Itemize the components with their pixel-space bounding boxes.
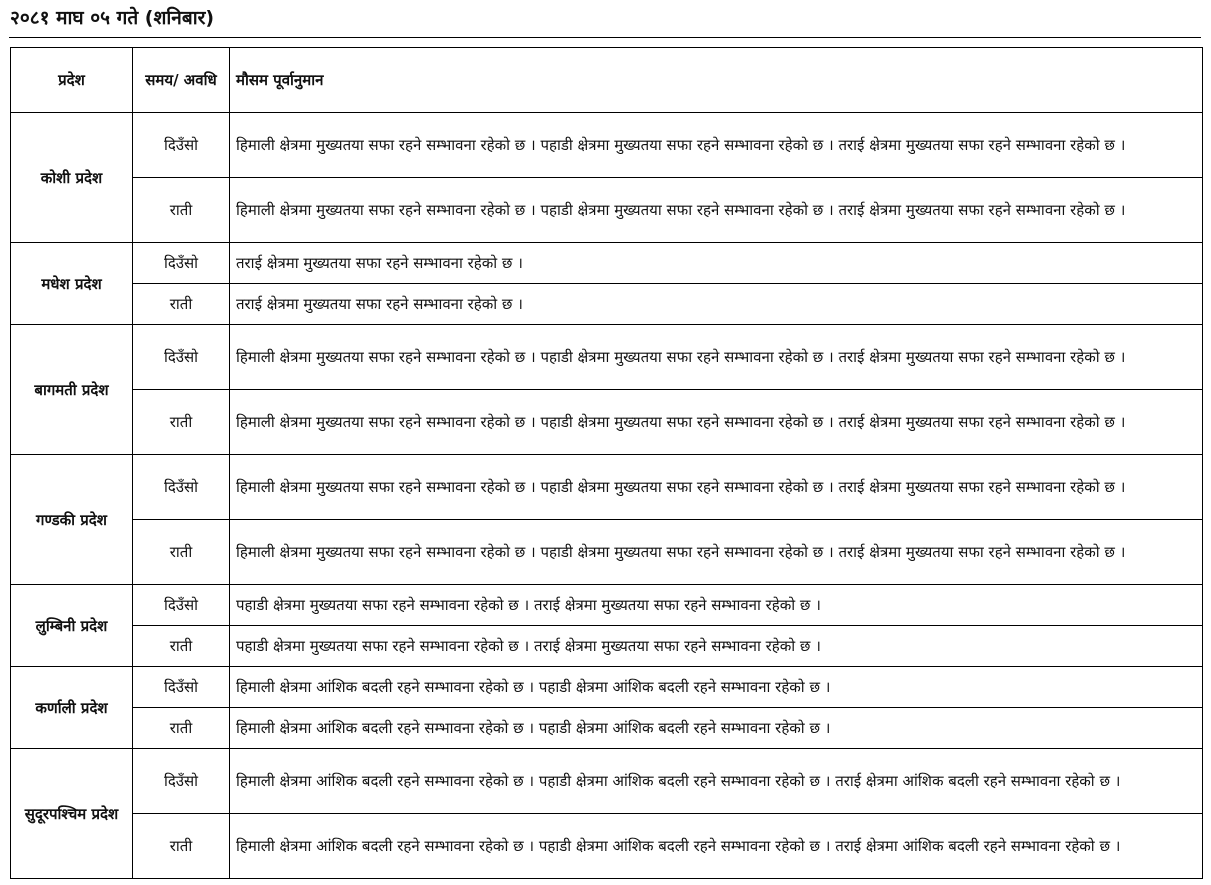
table-row: [11, 585, 1203, 626]
forecast-cell: हिमाली क्षेत्रमा मुख्यतया सफा रहने सम्भावना रहेको छ । पहाडी क्षेत्रमा मुख्यतया सफा रहने सम्भावना रहेको छ । तराई क्षेत्रमा मुख्यतया सफा रहने सम्भावना रहेको छ ।: [230, 390, 1203, 455]
forecast-cell: हिमाली क्षेत्रमा आंशिक बदली रहने सम्भावना रहेको छ । पहाडी क्षेत्रमा आंशिक बदली रहने सम्भावना रहेको छ ।: [230, 708, 1203, 749]
forecast-cell: पहाडी क्षेत्रमा मुख्यतया सफा रहने सम्भावना रहेको छ । तराई क्षेत्रमा मुख्यतया सफा रहने सम्भावना रहेको छ ।: [230, 626, 1203, 667]
table-row: [11, 284, 1203, 325]
province-cell: कर्णाली प्रदेश: [11, 667, 133, 749]
forecast-cell: हिमाली क्षेत्रमा मुख्यतया सफा रहने सम्भावना रहेको छ । पहाडी क्षेत्रमा मुख्यतया सफा रहने सम्भावना रहेको छ । तराई क्षेत्रमा मुख्यतया सफा रहने सम्भावना रहेको छ ।: [230, 520, 1203, 585]
table-row: [11, 113, 1203, 178]
time-cell: राती: [133, 626, 230, 667]
column-header-forecast: मौसम पूर्वानुमान: [230, 48, 1203, 113]
forecast-cell: पहाडी क्षेत्रमा मुख्यतया सफा रहने सम्भावना रहेको छ । तराई क्षेत्रमा मुख्यतया सफा रहने सम्भावना रहेको छ ।: [230, 585, 1203, 626]
forecast-cell: हिमाली क्षेत्रमा आंशिक बदली रहने सम्भावना रहेको छ । पहाडी क्षेत्रमा आंशिक बदली रहने सम्भावना रहेको छ । तराई क्षेत्रमा आंशिक बदली रहने सम्भावना रहेको छ ।: [230, 814, 1203, 879]
province-cell: मधेश प्रदेश: [11, 243, 133, 325]
time-cell: दिउँसो: [133, 585, 230, 626]
time-cell: दिउँसो: [133, 243, 230, 284]
time-cell: दिउँसो: [133, 667, 230, 708]
time-cell: दिउँसो: [133, 749, 230, 814]
province-cell: गण्डकी प्रदेश: [11, 455, 133, 585]
table-row: [11, 520, 1203, 585]
table-row: [11, 667, 1203, 708]
time-cell: दिउँसो: [133, 113, 230, 178]
province-cell: सुदूरपश्चिम प्रदेश: [11, 749, 133, 879]
time-cell: राती: [133, 178, 230, 243]
forecast-cell: तराई क्षेत्रमा मुख्यतया सफा रहने सम्भावना रहेको छ ।: [230, 284, 1203, 325]
time-cell: दिउँसो: [133, 455, 230, 520]
column-header-time: समय/ अवधि: [133, 48, 230, 113]
table-row: [11, 708, 1203, 749]
time-cell: दिउँसो: [133, 325, 230, 390]
table-row: [11, 243, 1203, 284]
time-cell: राती: [133, 390, 230, 455]
forecast-cell: हिमाली क्षेत्रमा मुख्यतया सफा रहने सम्भावना रहेको छ । पहाडी क्षेत्रमा मुख्यतया सफा रहने सम्भावना रहेको छ । तराई क्षेत्रमा मुख्यतया सफा रहने सम्भावना रहेको छ ।: [230, 113, 1203, 178]
table-row: [11, 749, 1203, 814]
forecast-cell: हिमाली क्षेत्रमा मुख्यतया सफा रहने सम्भावना रहेको छ । पहाडी क्षेत्रमा मुख्यतया सफा रहने सम्भावना रहेको छ । तराई क्षेत्रमा मुख्यतया सफा रहने सम्भावना रहेको छ ।: [230, 325, 1203, 390]
province-cell: बागमती प्रदेश: [11, 325, 133, 455]
page-title: २०८१ माघ ०५ गते (शनिबार): [10, 7, 215, 29]
time-cell: राती: [133, 520, 230, 585]
time-cell: राती: [133, 708, 230, 749]
forecast-cell: तराई क्षेत्रमा मुख्यतया सफा रहने सम्भावना रहेको छ ।: [230, 243, 1203, 284]
time-cell: राती: [133, 284, 230, 325]
table-row: [11, 814, 1203, 879]
table-row: [11, 390, 1203, 455]
forecast-table: [10, 47, 1203, 879]
forecast-cell: हिमाली क्षेत्रमा मुख्यतया सफा रहने सम्भावना रहेको छ । पहाडी क्षेत्रमा मुख्यतया सफा रहने सम्भावना रहेको छ । तराई क्षेत्रमा मुख्यतया सफा रहने सम्भावना रहेको छ ।: [230, 178, 1203, 243]
province-cell: लुम्बिनी प्रदेश: [11, 585, 133, 667]
province-cell: कोशी प्रदेश: [11, 113, 133, 243]
forecast-cell: हिमाली क्षेत्रमा मुख्यतया सफा रहने सम्भावना रहेको छ । पहाडी क्षेत्रमा मुख्यतया सफा रहने सम्भावना रहेको छ । तराई क्षेत्रमा मुख्यतया सफा रहने सम्भावना रहेको छ ।: [230, 455, 1203, 520]
table-row: [11, 325, 1203, 390]
table-row: [11, 626, 1203, 667]
forecast-cell: हिमाली क्षेत्रमा आंशिक बदली रहने सम्भावना रहेको छ । पहाडी क्षेत्रमा आंशिक बदली रहने सम्भावना रहेको छ ।: [230, 667, 1203, 708]
table-row: [11, 455, 1203, 520]
column-header-province: प्रदेश: [11, 48, 133, 113]
forecast-cell: हिमाली क्षेत्रमा आंशिक बदली रहने सम्भावना रहेको छ । पहाडी क्षेत्रमा आंशिक बदली रहने सम्भावना रहेको छ । तराई क्षेत्रमा आंशिक बदली रहने सम्भावना रहेको छ ।: [230, 749, 1203, 814]
time-cell: राती: [133, 814, 230, 879]
table-row: [11, 178, 1203, 243]
table-header-row: [11, 48, 1203, 113]
title-divider: [9, 37, 1201, 38]
